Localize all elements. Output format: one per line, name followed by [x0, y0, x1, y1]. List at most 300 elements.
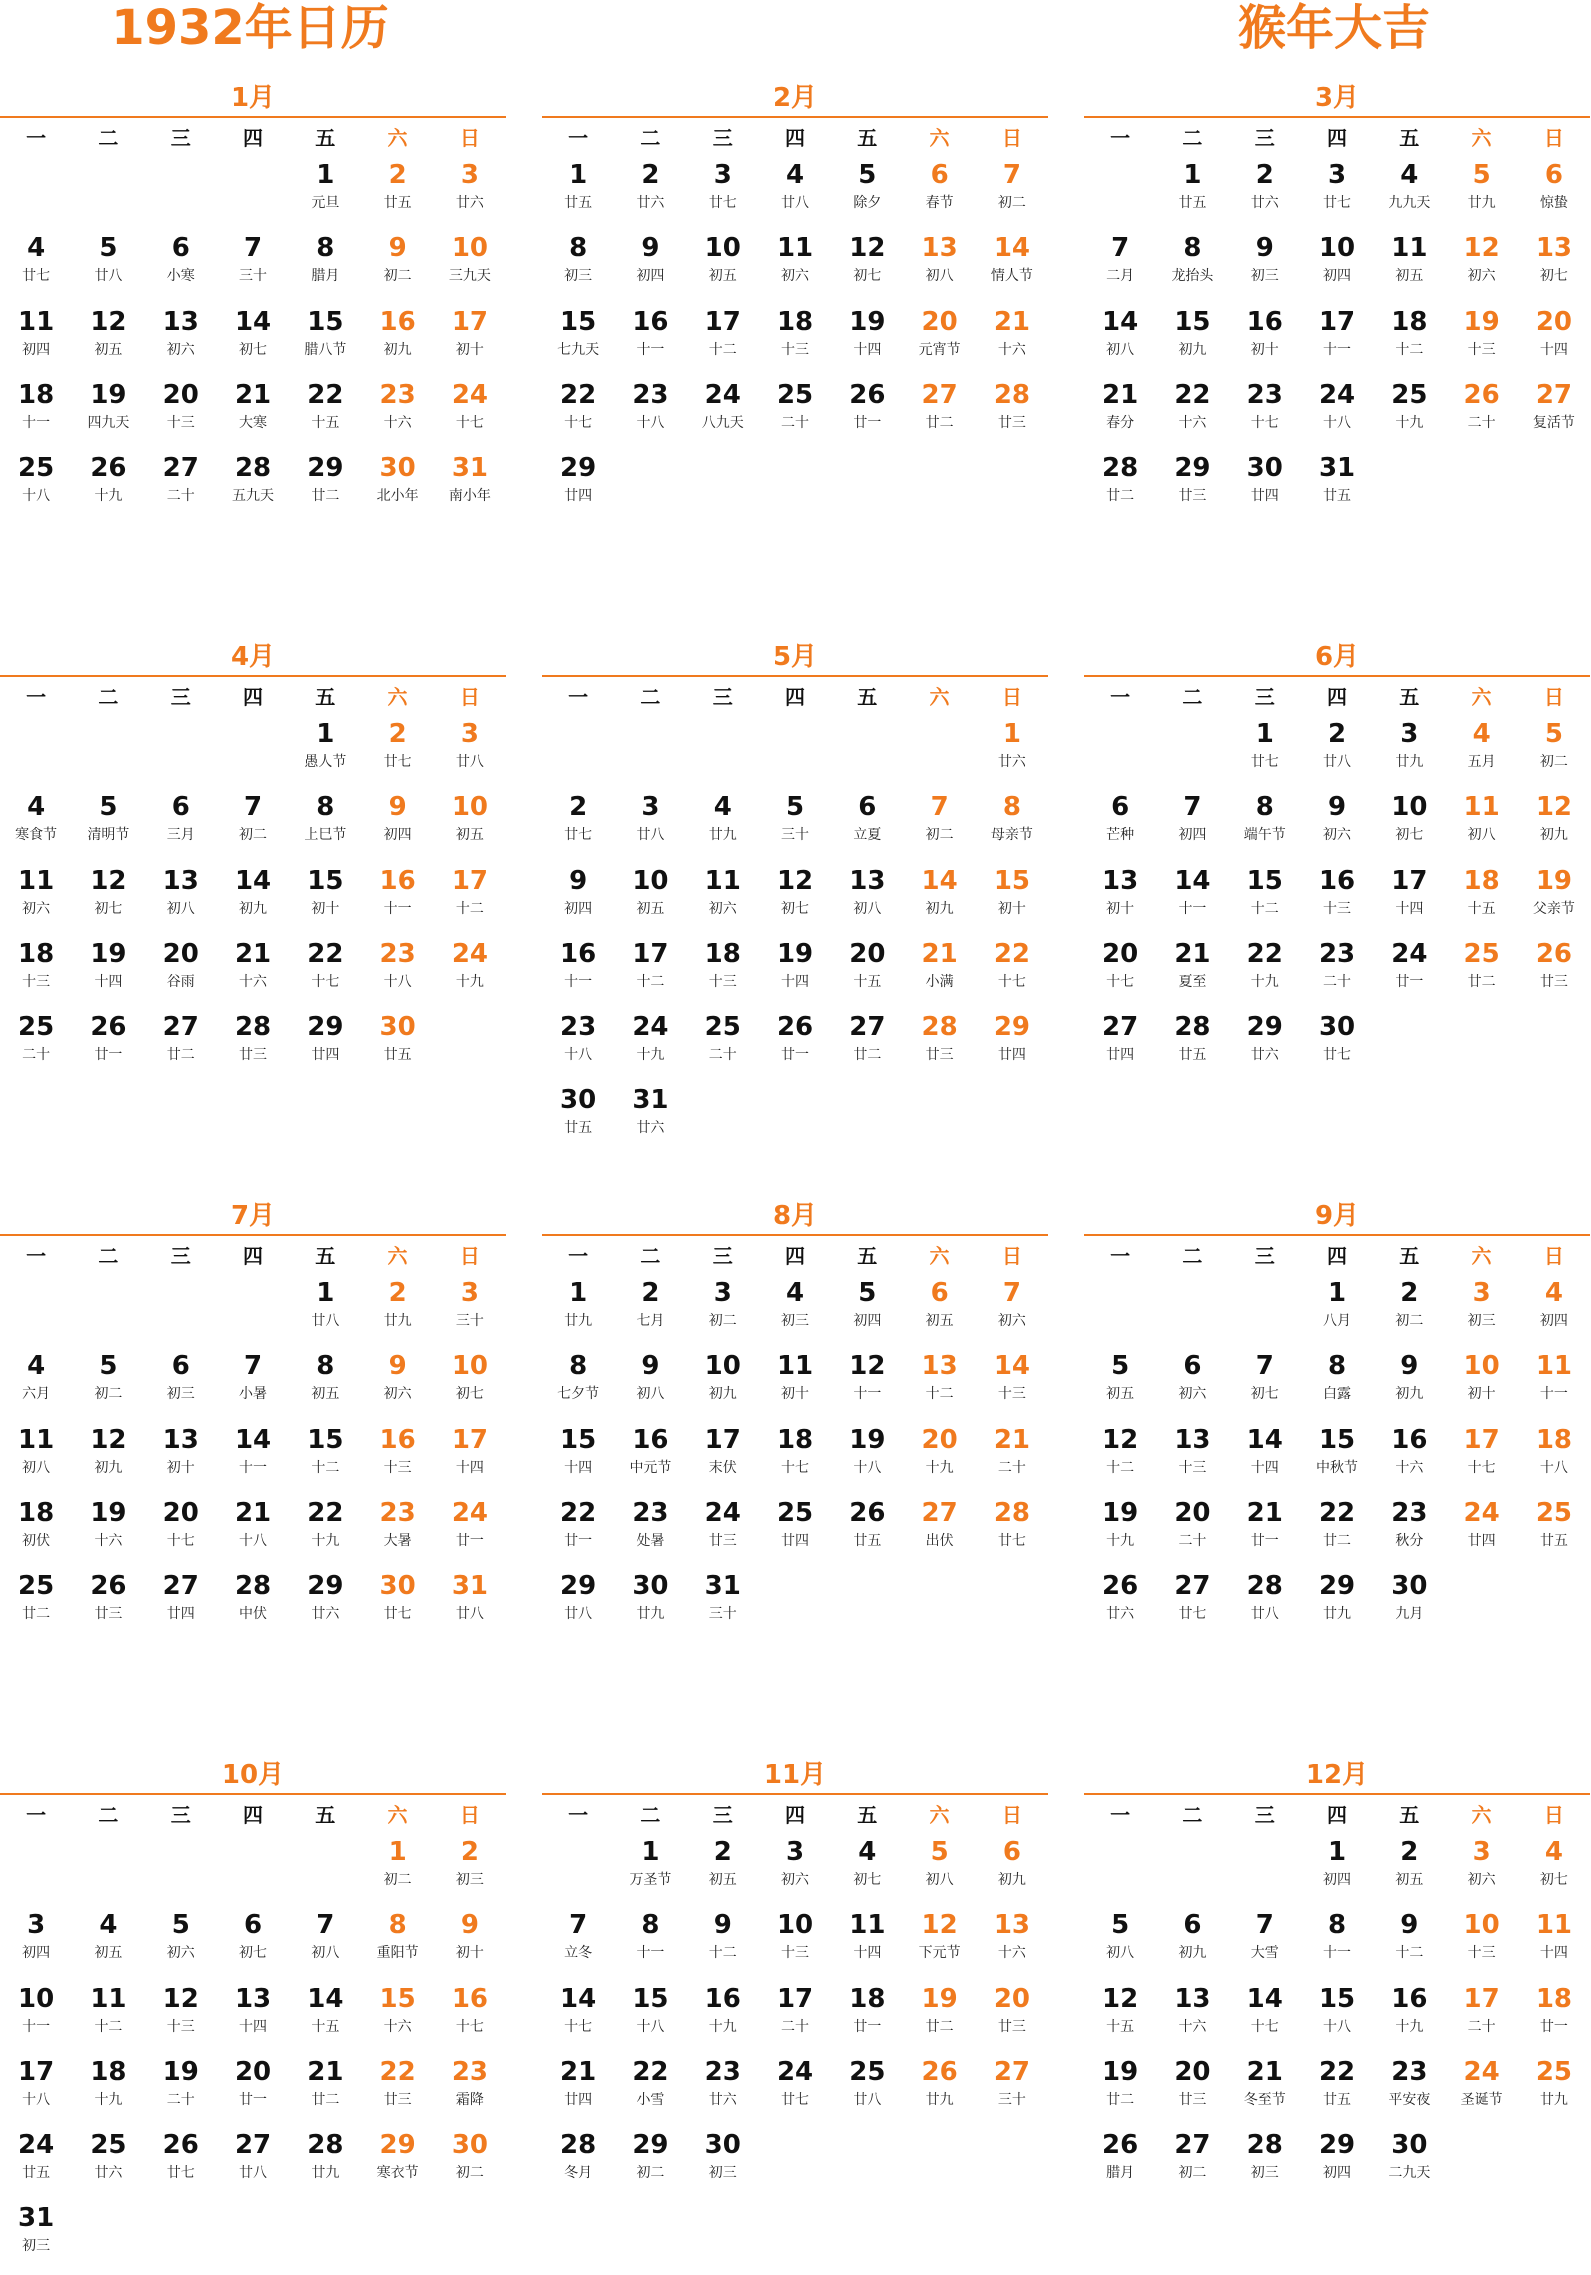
day-cell: [289, 937, 361, 1010]
day-number: 28: [1102, 453, 1139, 484]
day-cell: [434, 864, 506, 937]
day-cell: [1229, 1908, 1301, 1981]
day-number: 17: [1463, 1424, 1500, 1455]
weekday-label: 五: [1399, 685, 1420, 709]
day-cell: [687, 2128, 759, 2201]
day-number: 25: [90, 2130, 127, 2161]
lunar-label: 廿六: [636, 195, 665, 211]
day-cell: [614, 1982, 686, 2055]
day-number: 3: [1400, 719, 1419, 749]
day-cell: [1518, 1276, 1590, 1349]
day-number: 15: [1318, 1983, 1356, 2014]
lunar-label: 初三: [781, 1313, 810, 1329]
day-number: 23: [1246, 379, 1283, 410]
day-cell: [217, 378, 289, 451]
day-number: 8: [316, 233, 335, 264]
day-cell: [217, 1569, 289, 1642]
day-cell: [1301, 1496, 1373, 1569]
weekday-label: 三: [1254, 126, 1275, 150]
day-cell: [72, 1349, 144, 1422]
lunar-label: 六月: [22, 1386, 51, 1403]
day-number: 1: [316, 160, 335, 190]
lunar-label: 廿七: [1250, 754, 1279, 770]
day-number: 15: [993, 865, 1031, 896]
lunar-label: 十九: [311, 1532, 340, 1549]
day-cell: [217, 1496, 289, 1569]
day-number: 17: [451, 865, 489, 896]
lunar-label: 二十: [1467, 414, 1496, 431]
lunar-label: 初七: [94, 900, 123, 917]
day-number: 8: [1255, 792, 1274, 823]
day-number: 26: [1102, 2130, 1139, 2161]
lunar-label: 初七: [1250, 1386, 1279, 1403]
day-cell: [217, 864, 289, 937]
day-number: 27: [1174, 2130, 1211, 2161]
lunar-label: 二十: [166, 2091, 195, 2108]
day-cell: [217, 231, 289, 304]
lunar-label: 惊蛰: [1539, 195, 1568, 211]
lunar-label: 初八: [311, 1945, 340, 1962]
day-number: 4: [1544, 1278, 1563, 1308]
day-number: 20: [1102, 938, 1139, 969]
day-cell: [687, 2055, 759, 2128]
empty-cell: [72, 717, 144, 790]
empty-cell: [831, 717, 903, 790]
weekday-label: 二: [98, 685, 119, 709]
lunar-label: 十八: [1539, 1459, 1568, 1476]
lunar-label: 廿六: [94, 2165, 123, 2182]
weekday-label: 三: [712, 1803, 733, 1827]
lunar-label: 七夕节: [557, 1386, 600, 1403]
weekday-label: 二: [98, 1244, 119, 1268]
day-number: 6: [1544, 160, 1563, 190]
weekday-label: 六: [1471, 1803, 1492, 1827]
day-number: 1: [316, 1278, 335, 1308]
day-cell: [1084, 1010, 1156, 1083]
lunar-label: 十三: [22, 973, 51, 990]
day-number: 20: [1535, 306, 1573, 337]
day-number: 12: [1102, 1983, 1139, 2014]
lunar-label: 下元节: [918, 1945, 961, 1962]
day-number: 12: [90, 306, 127, 337]
day-number: 20: [1174, 1497, 1211, 1528]
day-number: 11: [18, 865, 55, 896]
lunar-label: 廿四: [311, 1047, 340, 1064]
lunar-label: 廿八: [781, 195, 810, 211]
day-number: 2: [641, 1278, 660, 1308]
day-cell: [217, 2055, 289, 2128]
lunar-label: 初五: [925, 1313, 954, 1329]
day-cell: [1518, 1423, 1590, 1496]
day-cell: [976, 1835, 1048, 1908]
day-cell: [903, 2055, 975, 2128]
lunar-label: 秋分: [1395, 1532, 1424, 1549]
weekday-header: [542, 683, 1048, 711]
day-cell: [1518, 1496, 1590, 1569]
lunar-label: 十一: [564, 973, 593, 990]
day-cell: [1156, 1010, 1228, 1083]
month-title: 3月: [1084, 78, 1590, 118]
day-cell: [72, 451, 144, 524]
day-number: 10: [451, 1351, 489, 1382]
day-cell: [72, 378, 144, 451]
day-number: 11: [1391, 233, 1428, 264]
day-cell: [1084, 1982, 1156, 2055]
day-number: 31: [451, 453, 489, 484]
day-cell: [434, 1276, 506, 1349]
lunar-label: 廿四: [166, 1606, 195, 1623]
day-number: 14: [1102, 306, 1139, 337]
lunar-label: 大寒: [239, 414, 268, 431]
weekday-label: 四: [784, 1803, 805, 1827]
lunar-label: 廿八: [94, 268, 123, 285]
day-number: 13: [162, 1424, 199, 1455]
day-number: 27: [1535, 379, 1573, 410]
day-number: 23: [1318, 938, 1356, 969]
day-number: 1: [569, 1278, 588, 1308]
day-cell: [1301, 378, 1373, 451]
lunar-label: 白露: [1323, 1386, 1352, 1403]
month-4: [0, 637, 506, 1157]
day-cell: [0, 1982, 72, 2055]
lunar-label: 十七: [166, 1532, 195, 1549]
day-number: 16: [1246, 306, 1283, 337]
day-cell: [1373, 937, 1445, 1010]
lunar-label: 三十: [781, 827, 810, 844]
day-number: 9: [388, 1351, 407, 1382]
lunar-label: 十四: [853, 341, 882, 358]
day-cell: [1229, 378, 1301, 451]
lunar-label: 初二: [708, 1313, 737, 1329]
weekday-label: 三: [170, 126, 191, 150]
lunar-label: 中伏: [239, 1606, 268, 1623]
day-cell: [361, 231, 433, 304]
day-cell: [759, 1010, 831, 1083]
day-cell: [1156, 790, 1228, 863]
day-number: 3: [1327, 160, 1347, 190]
day-cell: [1445, 1835, 1517, 1908]
lunar-label: 十四: [781, 973, 810, 990]
day-number: 7: [1111, 233, 1130, 264]
day-number: 24: [1463, 2056, 1500, 2087]
day-cell: [72, 231, 144, 304]
day-number: 10: [632, 865, 669, 896]
day-number: 24: [451, 938, 489, 969]
month-title: 1月: [0, 78, 506, 118]
lunar-label: 寒衣节: [376, 2165, 419, 2182]
lunar-label: 廿三: [997, 2018, 1026, 2035]
day-cell: [903, 1908, 975, 1981]
lunar-label: 圣诞节: [1460, 2091, 1503, 2108]
day-cell: [976, 231, 1048, 304]
lunar-label: 十五: [1106, 2018, 1135, 2035]
lunar-label: 愚人节: [304, 754, 347, 770]
day-cell: [1373, 717, 1445, 790]
lunar-label: 初三: [708, 2165, 737, 2182]
day-number: 12: [849, 233, 886, 264]
day-cell: [1445, 717, 1517, 790]
day-cell: [976, 1496, 1048, 1569]
day-number: 24: [632, 1012, 669, 1043]
lunar-label: 十九: [1395, 414, 1424, 431]
day-cell: [1445, 378, 1517, 451]
day-cell: [687, 1982, 759, 2055]
lunar-label: 初七: [1395, 827, 1424, 844]
day-cell: [1156, 2128, 1228, 2201]
lunar-label: 父亲节: [1532, 900, 1575, 917]
day-cell: [687, 158, 759, 231]
day-number: 26: [162, 2130, 199, 2161]
lunar-label: 初八: [636, 1386, 665, 1403]
lunar-label: 廿一: [1395, 973, 1424, 990]
day-cell: [434, 1349, 506, 1422]
lunar-label: 七月: [636, 1313, 665, 1329]
lunar-label: 初九: [1178, 341, 1207, 358]
day-number: 13: [993, 1910, 1031, 1941]
day-number: 9: [1400, 1351, 1419, 1382]
lunar-label: 廿三: [94, 1606, 123, 1623]
day-cell: [1229, 937, 1301, 1010]
month-title: 12月: [1084, 1755, 1590, 1795]
day-cell: [542, 1276, 614, 1349]
lunar-label: 大雪: [1250, 1945, 1279, 1962]
weekday-label: 四: [784, 685, 805, 709]
lunar-label: 廿七: [383, 1606, 412, 1623]
day-number: 20: [162, 938, 199, 969]
day-number: 19: [776, 938, 814, 969]
day-number: 31: [18, 2203, 55, 2234]
day-number: 5: [171, 1910, 190, 1941]
lunar-label: 十八: [564, 1047, 593, 1064]
day-number: 29: [307, 453, 344, 484]
day-cell: [1445, 864, 1517, 937]
day-cell: [1373, 2055, 1445, 2128]
day-number: 21: [1246, 2056, 1283, 2087]
day-number: 10: [1463, 1351, 1500, 1382]
day-cell: [542, 305, 614, 378]
day-number: 25: [1535, 2056, 1573, 2087]
day-number: 9: [388, 792, 407, 823]
day-number: 5: [858, 1278, 877, 1308]
lunar-label: 廿五: [1323, 2091, 1352, 2108]
empty-cell: [759, 717, 831, 790]
lunar-label: 十七: [1250, 2018, 1279, 2035]
day-number: 16: [560, 938, 597, 969]
day-cell: [1156, 1908, 1228, 1981]
day-number: 12: [849, 1351, 886, 1382]
day-cell: [903, 864, 975, 937]
day-number: 3: [1472, 1837, 1491, 1867]
day-cell: [542, 1569, 614, 1642]
day-number: 22: [993, 938, 1031, 969]
day-cell: [1373, 1835, 1445, 1908]
lunar-label: 初十: [1467, 1386, 1496, 1403]
empty-cell: [145, 717, 217, 790]
lunar-label: 廿三: [1178, 2091, 1207, 2108]
day-number: 11: [704, 865, 741, 896]
lunar-label: 廿五: [22, 2165, 51, 2182]
weekday-label: 四: [784, 126, 805, 150]
lunar-label: 初九: [708, 1386, 737, 1403]
day-number: 28: [234, 1012, 272, 1043]
day-grid: [0, 1276, 506, 1642]
lunar-label: 廿六: [311, 1606, 340, 1623]
day-cell: [759, 790, 831, 863]
lunar-label: 立冬: [564, 1945, 593, 1962]
day-cell: [759, 937, 831, 1010]
lunar-label: 初八: [1467, 827, 1496, 844]
day-cell: [434, 717, 506, 790]
day-number: 31: [632, 1085, 669, 1116]
lunar-label: 十七: [1250, 414, 1279, 431]
lunar-label: 廿五: [1323, 488, 1352, 505]
day-cell: [289, 1276, 361, 1349]
day-grid: [542, 1276, 1048, 1642]
day-number: 16: [632, 1424, 669, 1455]
day-cell: [72, 1010, 144, 1083]
day-cell: [687, 1010, 759, 1083]
day-cell: [1229, 451, 1301, 524]
day-cell: [1156, 2055, 1228, 2128]
lunar-label: 十一: [1323, 341, 1352, 358]
day-cell: [1518, 378, 1590, 451]
day-cell: [614, 1908, 686, 1981]
day-number: 19: [849, 306, 886, 337]
day-cell: [217, 451, 289, 524]
lunar-label: 初五: [94, 341, 123, 358]
day-number: 25: [1535, 1497, 1573, 1528]
day-cell: [542, 2128, 614, 2201]
day-number: 8: [388, 1910, 407, 1941]
day-cell: [145, 1908, 217, 1981]
day-cell: [0, 305, 72, 378]
day-number: 15: [307, 306, 344, 337]
lunar-label: 初三: [455, 1872, 484, 1888]
weekday-label: 二: [640, 685, 661, 709]
day-grid: [0, 158, 506, 524]
day-cell: [289, 790, 361, 863]
weekday-label: 五: [315, 1803, 336, 1827]
day-number: 10: [1391, 792, 1428, 823]
day-cell: [759, 305, 831, 378]
lunar-label: 十九: [925, 1459, 954, 1476]
lunar-label: 初五: [455, 827, 484, 844]
day-number: 16: [379, 865, 416, 896]
day-cell: [361, 2128, 433, 2201]
day-number: 7: [1255, 1910, 1274, 1941]
day-number: 26: [849, 1497, 886, 1528]
day-number: 11: [18, 306, 55, 337]
lunar-label: 十二: [925, 1386, 954, 1403]
day-number: 25: [849, 2056, 886, 2087]
day-cell: [361, 1569, 433, 1642]
day-cell: [614, 158, 686, 231]
day-cell: [614, 305, 686, 378]
weekday-label: 一: [26, 1244, 47, 1268]
lunar-label: 初六: [166, 1945, 195, 1962]
day-cell: [289, 451, 361, 524]
weekday-label: 日: [1001, 1803, 1022, 1827]
day-cell: [1518, 1349, 1590, 1422]
weekday-label: 二: [1182, 685, 1203, 709]
lunar-label: 初六: [22, 900, 51, 917]
lunar-label: 初四: [383, 827, 412, 844]
lunar-label: 廿三: [925, 1047, 954, 1064]
day-cell: [1229, 2055, 1301, 2128]
weekday-label: 三: [170, 1803, 191, 1827]
day-cell: [145, 790, 217, 863]
lunar-label: 廿八: [853, 2091, 882, 2108]
day-number: 30: [1318, 1012, 1356, 1043]
month-title: 10月: [0, 1755, 506, 1795]
lunar-label: 北小年: [376, 488, 419, 505]
day-cell: [542, 1982, 614, 2055]
lunar-label: 廿九: [1467, 195, 1496, 211]
day-cell: [145, 1010, 217, 1083]
lunar-label: 初二: [925, 827, 954, 844]
lunar-label: 廿四: [1250, 488, 1279, 505]
day-number: 9: [641, 233, 660, 264]
day-cell: [1229, 1423, 1301, 1496]
empty-cell: [1156, 717, 1228, 790]
day-number: 13: [1535, 233, 1573, 264]
day-cell: [72, 2055, 144, 2128]
day-cell: [614, 864, 686, 937]
day-number: 23: [632, 379, 669, 410]
weekday-label: 五: [857, 126, 878, 150]
lunar-label: 廿二: [311, 2091, 340, 2108]
day-number: 19: [90, 938, 127, 969]
day-cell: [687, 378, 759, 451]
lunar-label: 廿八: [455, 1606, 484, 1623]
day-number: 1: [641, 1837, 660, 1867]
day-cell: [361, 451, 433, 524]
day-cell: [1445, 1276, 1517, 1349]
day-cell: [976, 1423, 1048, 1496]
day-cell: [831, 1908, 903, 1981]
day-cell: [145, 1982, 217, 2055]
empty-cell: [72, 158, 144, 231]
lunar-label: 廿四: [781, 1532, 810, 1549]
day-number: 15: [307, 1424, 344, 1455]
lunar-label: 廿一: [1250, 1532, 1279, 1549]
day-number: 31: [451, 1571, 489, 1602]
empty-cell: [0, 717, 72, 790]
day-cell: [831, 305, 903, 378]
day-number: 10: [1318, 233, 1356, 264]
day-cell: [217, 305, 289, 378]
day-number: 26: [1535, 938, 1573, 969]
lunar-label: 廿七: [1178, 1606, 1207, 1623]
weekday-label: 日: [459, 685, 480, 709]
lunar-label: 廿六: [455, 195, 484, 211]
day-cell: [903, 231, 975, 304]
day-number: 29: [1174, 453, 1211, 484]
day-cell: [976, 717, 1048, 790]
day-cell: [903, 937, 975, 1010]
lunar-label: 初六: [708, 900, 737, 917]
day-number: 19: [1102, 1497, 1139, 1528]
day-number: 20: [1174, 2056, 1211, 2087]
day-number: 17: [776, 1983, 814, 2014]
lunar-label: 廿五: [564, 195, 593, 211]
weekday-header: [1084, 1801, 1590, 1829]
day-cell: [72, 1496, 144, 1569]
day-cell: [1301, 1835, 1373, 1908]
lunar-label: 廿五: [853, 1532, 882, 1549]
lunar-label: 初十: [781, 1386, 810, 1403]
lunar-label: 初四: [636, 268, 665, 285]
